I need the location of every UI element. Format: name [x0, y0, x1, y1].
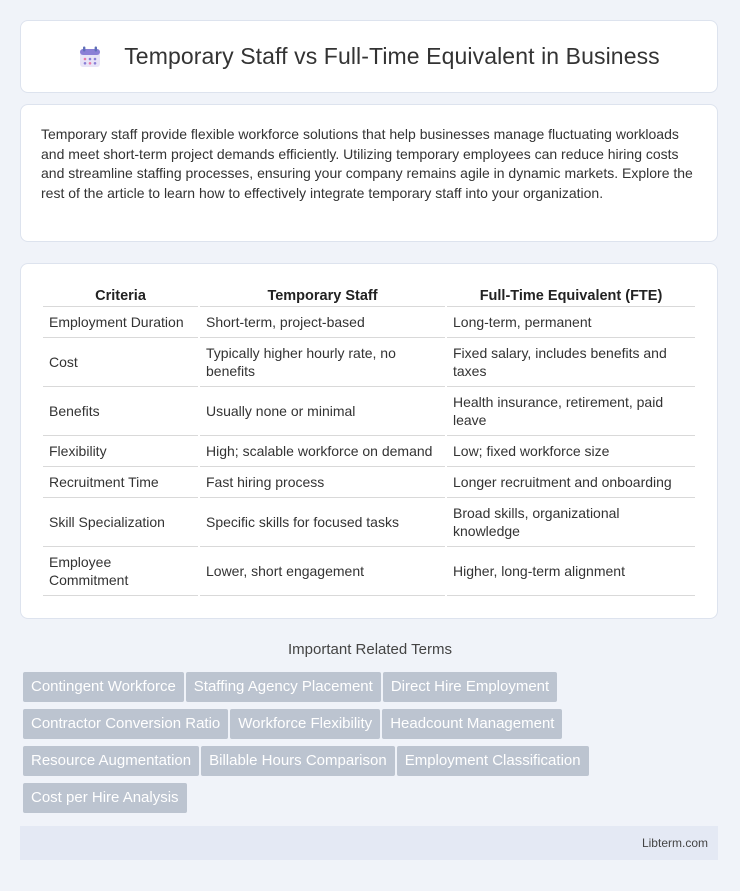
- related-term-tag[interactable]: Workforce Flexibility: [230, 709, 380, 739]
- table-row: [43, 498, 695, 547]
- table-cell: Cost: [43, 338, 198, 387]
- intro-paragraph: Temporary staff provide flexible workforce solutions that help businesses manage fluctuating workloads and meet short-term project demands efficiently. Utilizing temporary employees can reduce hiring costs and streamline staffing processes, ensuring your company remains agile in dynamic markets. Explore the rest of the article to learn how to effectively integrate temporary staff into your organization.: [41, 126, 693, 201]
- table-row: [43, 338, 695, 387]
- related-term-tag[interactable]: Billable Hours Comparison: [201, 746, 395, 776]
- table-cell: Specific skills for focused tasks: [200, 498, 445, 547]
- table-cell: Usually none or minimal: [200, 387, 445, 436]
- related-term-tag[interactable]: Direct Hire Employment: [383, 672, 557, 702]
- related-term-tag[interactable]: Contingent Workforce: [23, 672, 184, 702]
- table-cell: Higher, long-term alignment: [447, 547, 695, 596]
- table-cell: Low; fixed workforce size: [447, 436, 695, 467]
- table-row: [43, 547, 695, 596]
- table-cell: Employment Duration: [43, 307, 198, 338]
- title-card: [20, 20, 718, 93]
- header-criteria: Criteria: [43, 284, 198, 307]
- related-term-tag[interactable]: Headcount Management: [382, 709, 562, 739]
- comparison-card: [20, 263, 718, 619]
- table-cell: Lower, short engagement: [200, 547, 445, 596]
- table-cell: Short-term, project-based: [200, 307, 445, 338]
- table-cell: Employee Commitment: [43, 547, 198, 596]
- table-row: [43, 436, 695, 467]
- related-terms-title: Important Related Terms: [288, 641, 452, 658]
- table-header-row: [43, 284, 695, 307]
- footer-site-link[interactable]: Libterm.com: [641, 836, 708, 850]
- intro-card: [20, 104, 718, 242]
- table-row: [43, 307, 695, 338]
- table-cell: Fast hiring process: [200, 467, 445, 498]
- table-cell: Skill Specialization: [43, 498, 198, 547]
- table-cell: Typically higher hourly rate, no benefits: [200, 338, 445, 387]
- table-cell: Longer recruitment and onboarding: [447, 467, 695, 498]
- calendar-icon: [78, 45, 102, 69]
- table-row: [43, 387, 695, 436]
- header-temporary-staff: Temporary Staff: [200, 284, 445, 307]
- related-term-tag[interactable]: Staffing Agency Placement: [186, 672, 381, 702]
- table-cell: Health insurance, retirement, paid leave: [447, 387, 695, 436]
- page-title: Temporary Staff vs Full-Time Equivalent in Business: [124, 43, 660, 69]
- related-term-tag[interactable]: Resource Augmentation: [23, 746, 199, 776]
- table-cell: Recruitment Time: [43, 467, 198, 498]
- table-cell: Benefits: [43, 387, 198, 436]
- related-term-tag[interactable]: Employment Classification: [397, 746, 589, 776]
- related-terms-list: [23, 672, 723, 820]
- related-term-tag[interactable]: Contractor Conversion Ratio: [23, 709, 228, 739]
- related-term-tag[interactable]: Cost per Hire Analysis: [23, 783, 187, 813]
- table-row: [43, 467, 695, 498]
- table-cell: High; scalable workforce on demand: [200, 436, 445, 467]
- table-cell: Broad skills, organizational knowledge: [447, 498, 695, 547]
- table-cell: Fixed salary, includes benefits and taxes: [447, 338, 695, 387]
- table-cell: Flexibility: [43, 436, 198, 467]
- header-fte: Full-Time Equivalent (FTE): [447, 284, 695, 307]
- table-cell: Long-term, permanent: [447, 307, 695, 338]
- footer: [20, 826, 718, 860]
- comparison-table: [41, 284, 697, 596]
